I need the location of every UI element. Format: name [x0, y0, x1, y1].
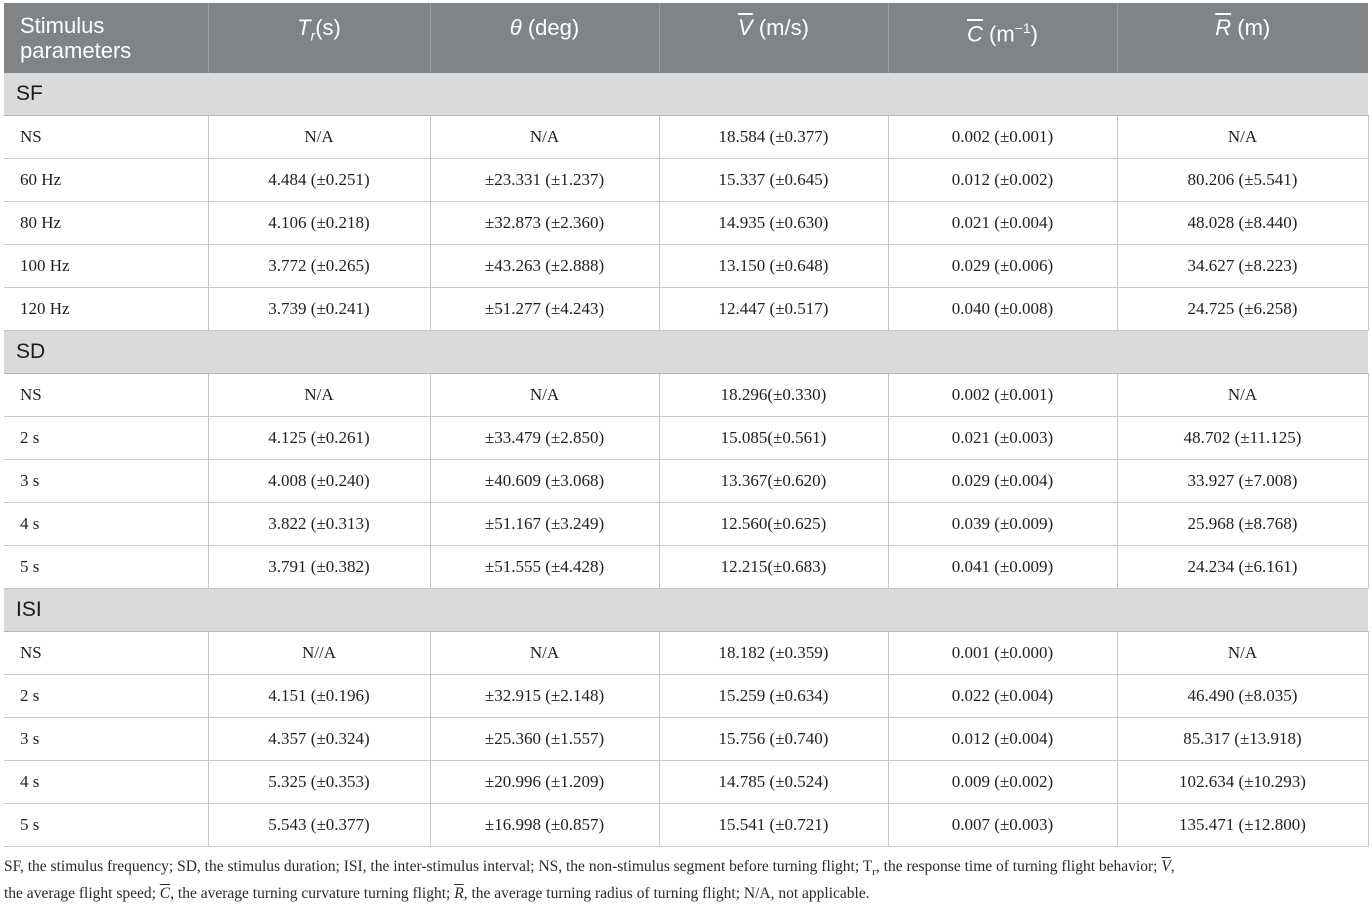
cell-parameter: 100 Hz	[4, 245, 208, 288]
cell-response-time: N/A	[208, 116, 430, 159]
cell-turning-angle: ±33.479 (±2.850)	[430, 417, 659, 460]
cell-response-time: 4.125 (±0.261)	[208, 417, 430, 460]
cell-average-radius: 34.627 (±8.223)	[1117, 245, 1368, 288]
cell-turning-angle: ±20.996 (±1.209)	[430, 761, 659, 804]
cell-average-curvature: 0.002 (±0.001)	[888, 374, 1117, 417]
table-body	[4, 73, 1368, 847]
table-row	[4, 761, 1368, 804]
header-average-curvature	[888, 3, 1117, 73]
table-row	[4, 546, 1368, 589]
cell-average-radius: 48.028 (±8.440)	[1117, 202, 1368, 245]
cell-average-speed: 15.337 (±0.645)	[659, 159, 888, 202]
footnote-r-symbol: $\overline{R}$	[454, 885, 464, 903]
cell-average-speed: 15.085(±0.561)	[659, 417, 888, 460]
cell-parameter: 2 s	[4, 675, 208, 718]
cell-response-time: 4.151 (±0.196)	[208, 675, 430, 718]
cell-response-time: 4.106 (±0.218)	[208, 202, 430, 245]
cell-parameter: 3 s	[4, 718, 208, 761]
cell-response-time: N//A	[208, 632, 430, 675]
header-average-curvature-symbol: $\overline{C}$	[967, 21, 983, 47]
cell-turning-angle: N/A	[430, 632, 659, 675]
cell-parameter: 120 Hz	[4, 288, 208, 331]
footnote-v-symbol: $\overline{V}$	[1161, 858, 1171, 875]
cell-turning-angle: ±51.555 (±4.428)	[430, 546, 659, 589]
cell-response-time: 3.772 (±0.265)	[208, 245, 430, 288]
header-average-radius	[1117, 3, 1368, 73]
cell-turning-angle: N/A	[430, 116, 659, 159]
cell-average-speed: 13.367(±0.620)	[659, 460, 888, 503]
table-row	[4, 417, 1368, 460]
table-row	[4, 288, 1368, 331]
cell-average-curvature: 0.007 (±0.003)	[888, 804, 1117, 847]
cell-average-radius: 85.317 (±13.918)	[1117, 718, 1368, 761]
data-table-container	[4, 3, 1368, 847]
header-response-time-unit: (s)	[315, 15, 341, 40]
cell-parameter: 5 s	[4, 804, 208, 847]
cell-response-time: N/A	[208, 374, 430, 417]
cell-turning-angle: ±32.915 (±2.148)	[430, 675, 659, 718]
table-row	[4, 202, 1368, 245]
cell-turning-angle: N/A	[430, 374, 659, 417]
footnote-part-1: SF, the stimulus frequency; SD, the stimulus duration; ISI, the inter-stimulus interval; NS, the non-stimulus segment before turning flight; T	[4, 858, 873, 875]
cell-average-radius: 46.490 (±8.035)	[1117, 675, 1368, 718]
cell-average-curvature: 0.012 (±0.002)	[888, 159, 1117, 202]
cell-average-speed: 18.296(±0.330)	[659, 374, 888, 417]
header-turning-angle	[430, 3, 659, 73]
cell-average-curvature: 0.039 (±0.009)	[888, 503, 1117, 546]
header-turning-angle-symbol: θ	[509, 15, 522, 40]
cell-average-curvature: 0.012 (±0.004)	[888, 718, 1117, 761]
cell-average-speed: 12.447 (±0.517)	[659, 288, 888, 331]
cell-turning-angle: ±40.609 (±3.068)	[430, 460, 659, 503]
footnote-part-3: ,	[1170, 858, 1175, 875]
header-average-radius-symbol: $\overline{R}$	[1215, 15, 1232, 40]
cell-average-radius: 24.234 (±6.161)	[1117, 546, 1368, 589]
cell-parameter: 4 s	[4, 761, 208, 804]
header-response-time	[208, 3, 430, 73]
header-row	[4, 3, 1368, 73]
table-row	[4, 675, 1368, 718]
header-response-time-symbol: T	[297, 15, 311, 40]
table-row	[4, 374, 1368, 417]
cell-average-radius: 135.471 (±12.800)	[1117, 804, 1368, 847]
section-row	[4, 73, 1368, 116]
section-row	[4, 589, 1368, 632]
cell-parameter: 4 s	[4, 503, 208, 546]
header-turning-angle-unit: (deg)	[521, 15, 580, 40]
table-header	[4, 3, 1368, 73]
cell-parameter: 60 Hz	[4, 159, 208, 202]
table-row	[4, 159, 1368, 202]
cell-turning-angle: ±25.360 (±1.557)	[430, 718, 659, 761]
cell-turning-angle: ±43.263 (±2.888)	[430, 245, 659, 288]
cell-parameter: 2 s	[4, 417, 208, 460]
cell-turning-angle: ±51.167 (±3.249)	[430, 503, 659, 546]
header-stimulus-parameters: Stimulus parameters	[4, 3, 208, 73]
cell-response-time: 4.008 (±0.240)	[208, 460, 430, 503]
cell-parameter: NS	[4, 632, 208, 675]
cell-parameter: 3 s	[4, 460, 208, 503]
cell-average-radius: 25.968 (±8.768)	[1117, 503, 1368, 546]
stimulus-table	[4, 3, 1369, 847]
cell-parameter: 80 Hz	[4, 202, 208, 245]
section-row	[4, 331, 1368, 374]
cell-response-time: 4.484 (±0.251)	[208, 159, 430, 202]
cell-response-time: 5.543 (±0.377)	[208, 804, 430, 847]
cell-average-speed: 13.150 (±0.648)	[659, 245, 888, 288]
table-row	[4, 460, 1368, 503]
cell-average-speed: 12.215(±0.683)	[659, 546, 888, 589]
cell-average-curvature: 0.022 (±0.004)	[888, 675, 1117, 718]
cell-average-speed: 15.541 (±0.721)	[659, 804, 888, 847]
cell-average-curvature: 0.021 (±0.003)	[888, 417, 1117, 460]
cell-response-time: 3.791 (±0.382)	[208, 546, 430, 589]
header-average-curvature-close: )	[1030, 21, 1038, 47]
cell-average-radius: N/A	[1117, 374, 1368, 417]
cell-response-time: 5.325 (±0.353)	[208, 761, 430, 804]
cell-average-curvature: 0.021 (±0.004)	[888, 202, 1117, 245]
section-label: SD	[4, 331, 1368, 374]
cell-average-speed: 15.756 (±0.740)	[659, 718, 888, 761]
cell-average-curvature: 0.029 (±0.006)	[888, 245, 1117, 288]
footnote-part-4: the average flight speed;	[4, 885, 160, 903]
cell-parameter: NS	[4, 374, 208, 417]
cell-average-radius: 24.725 (±6.258)	[1117, 288, 1368, 331]
table-footnote	[4, 856, 1368, 905]
header-average-radius-unit: (m)	[1231, 15, 1271, 40]
cell-average-curvature: 0.029 (±0.004)	[888, 460, 1117, 503]
footnote-subscript: r	[872, 866, 876, 879]
cell-average-radius: 33.927 (±7.008)	[1117, 460, 1368, 503]
cell-average-radius: N/A	[1117, 116, 1368, 159]
header-average-speed-unit: (m/s)	[752, 15, 809, 40]
cell-average-curvature: 0.040 (±0.008)	[888, 288, 1117, 331]
cell-turning-angle: ±51.277 (±4.243)	[430, 288, 659, 331]
header-average-speed-symbol: $\overline{V}$	[738, 15, 753, 40]
cell-turning-angle: ±16.998 (±0.857)	[430, 804, 659, 847]
cell-average-radius: 80.206 (±5.541)	[1117, 159, 1368, 202]
table-row	[4, 718, 1368, 761]
section-label: SF	[4, 73, 1368, 116]
table-row	[4, 503, 1368, 546]
footnote-part-6: , the average turning radius of turning flight; N/A, not applicable.	[463, 885, 870, 903]
cell-average-radius: N/A	[1117, 632, 1368, 675]
cell-parameter: 5 s	[4, 546, 208, 589]
footnote-part-5: , the average turning curvature turning flight;	[170, 885, 455, 903]
section-label: ISI	[4, 589, 1368, 632]
footnote-c-symbol: $\overline{C}$	[159, 885, 171, 903]
table-row	[4, 116, 1368, 159]
cell-average-radius: 102.634 (±10.293)	[1117, 761, 1368, 804]
cell-average-curvature: 0.009 (±0.002)	[888, 761, 1117, 804]
cell-average-curvature: 0.001 (±0.000)	[888, 632, 1117, 675]
cell-average-speed: 15.259 (±0.634)	[659, 675, 888, 718]
header-average-curvature-unit: (m	[982, 21, 1015, 47]
header-average-speed	[659, 3, 888, 73]
table-row	[4, 632, 1368, 675]
table-row	[4, 804, 1368, 847]
cell-parameter: NS	[4, 116, 208, 159]
cell-average-curvature: 0.041 (±0.009)	[888, 546, 1117, 589]
cell-average-speed: 18.182 (±0.359)	[659, 632, 888, 675]
cell-response-time: 4.357 (±0.324)	[208, 718, 430, 761]
cell-average-speed: 18.584 (±0.377)	[659, 116, 888, 159]
cell-average-speed: 14.785 (±0.524)	[659, 761, 888, 804]
cell-turning-angle: ±32.873 (±2.360)	[430, 202, 659, 245]
cell-turning-angle: ±23.331 (±1.237)	[430, 159, 659, 202]
cell-response-time: 3.822 (±0.313)	[208, 503, 430, 546]
cell-average-speed: 12.560(±0.625)	[659, 503, 888, 546]
footnote-part-2: , the response time of turning flight behavior;	[875, 858, 1162, 875]
table-row	[4, 245, 1368, 288]
cell-average-speed: 14.935 (±0.630)	[659, 202, 888, 245]
cell-average-curvature: 0.002 (±0.001)	[888, 116, 1117, 159]
cell-response-time: 3.739 (±0.241)	[208, 288, 430, 331]
header-response-time-subscript: r	[310, 27, 316, 44]
header-average-curvature-superscript: −1	[1014, 20, 1031, 36]
cell-average-radius: 48.702 (±11.125)	[1117, 417, 1368, 460]
